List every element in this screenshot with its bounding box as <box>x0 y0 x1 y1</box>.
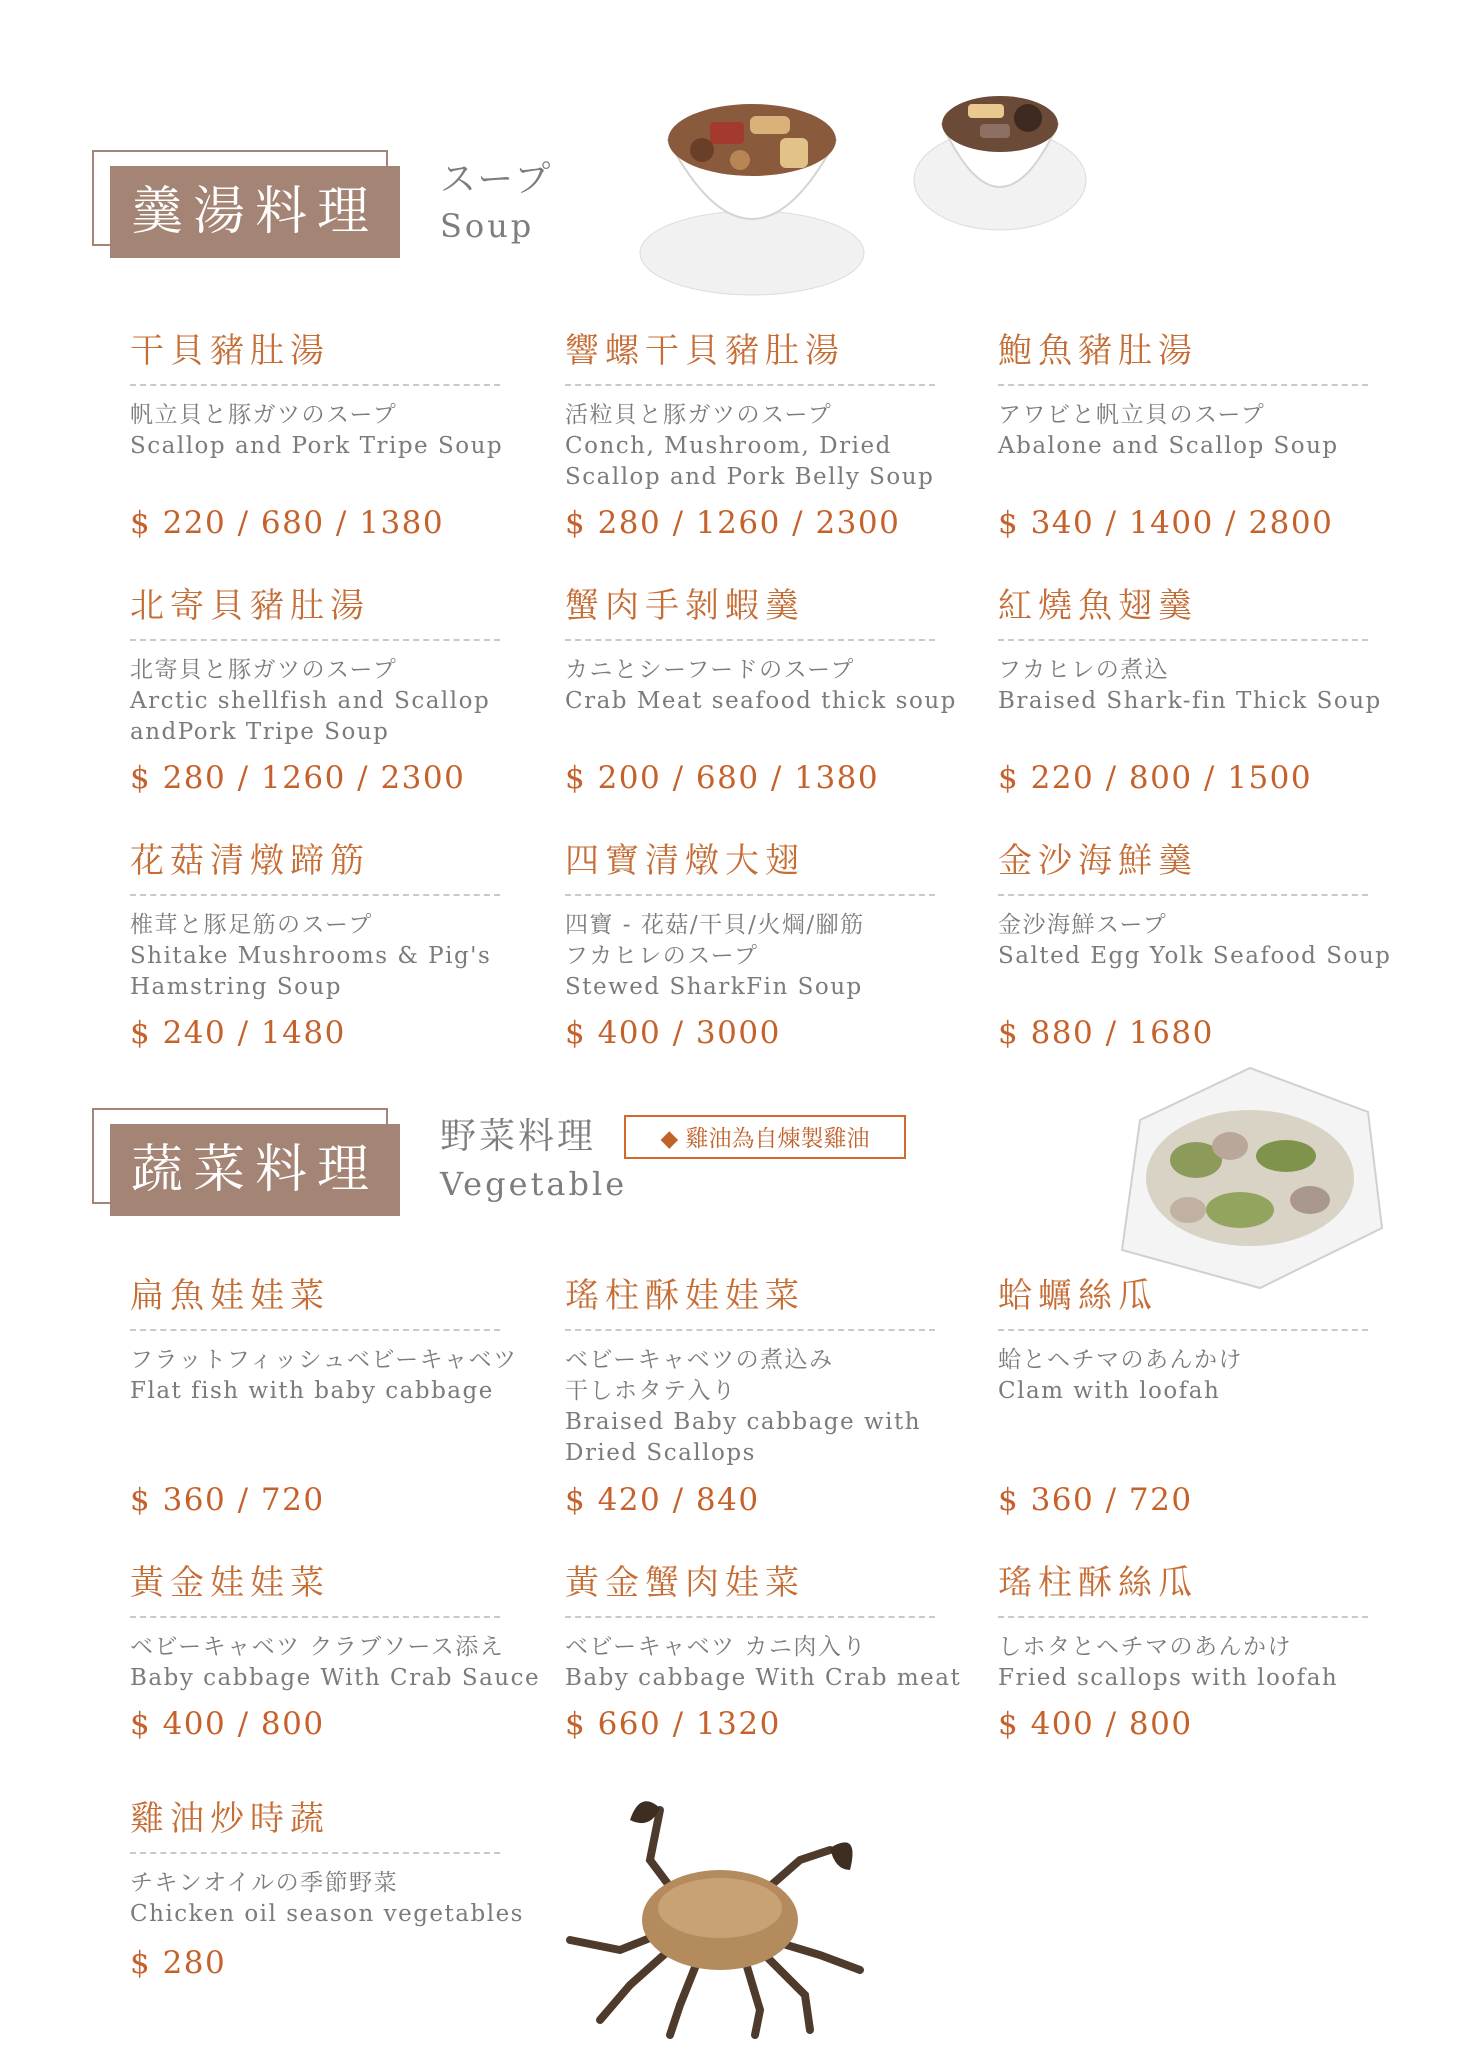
menu-item <box>565 1562 965 1694</box>
desc-line: ベビーキャベツの煮込み <box>565 1347 834 1373</box>
desc-line: Crab Meat seafood thick soup <box>565 688 957 714</box>
desc-line: ベビーキャベツ クラブソース添え <box>130 1634 505 1660</box>
desc-line: ベビーキャベツ カニ肉入り <box>565 1634 867 1660</box>
desc-line: Conch, Mushroom, Dried <box>565 433 892 459</box>
item-price: $ 220 / 800 / 1500 <box>998 760 1313 796</box>
desc-line: Abalone and Scallop Soup <box>998 433 1339 459</box>
dashed-divider <box>998 1329 1368 1331</box>
desc-line: 北寄貝と豚ガツのスープ <box>130 657 398 683</box>
item-description <box>998 1345 1398 1407</box>
menu-item <box>998 840 1398 972</box>
desc-line: アワビと帆立貝のスープ <box>998 402 1266 428</box>
desc-line: 帆立貝と豚ガツのスープ <box>130 402 398 428</box>
desc-line: Dried Scallops <box>565 1440 756 1466</box>
desc-line: フカヒレのスープ <box>565 943 759 969</box>
item-price: $ 400 / 3000 <box>565 1015 781 1051</box>
item-name: 北寄貝豬肚湯 <box>130 586 370 626</box>
menu-item <box>565 840 965 1003</box>
item-name: 蛤蠣絲瓜 <box>998 1276 1158 1316</box>
dashed-divider <box>565 639 935 641</box>
menu-item <box>998 1562 1398 1694</box>
item-price: $ 200 / 680 / 1380 <box>565 760 880 796</box>
item-price: $ 340 / 1400 / 2800 <box>998 505 1334 541</box>
soup-bowl-photo-small <box>910 80 1090 250</box>
item-price: $ 280 / 1260 / 2300 <box>130 760 466 796</box>
menu-item <box>565 585 965 717</box>
item-name: 瑤柱酥娃娃菜 <box>565 1276 805 1316</box>
desc-line: Baby cabbage With Crab meat <box>565 1665 962 1691</box>
desc-line: フカヒレの煮込 <box>998 657 1170 683</box>
item-description <box>130 1632 541 1694</box>
veg-section-heading <box>92 1108 402 1228</box>
menu-item <box>998 330 1398 462</box>
dashed-divider <box>565 1616 935 1618</box>
dashed-divider <box>998 639 1368 641</box>
item-name: 金沙海鮮羹 <box>998 841 1198 881</box>
item-description <box>130 400 530 462</box>
desc-line: Arctic shellfish and Scallop <box>130 688 491 714</box>
desc-line: andPork Tripe Soup <box>130 719 390 745</box>
menu-item <box>565 330 965 493</box>
desc-line: Braised Shark-fin Thick Soup <box>998 688 1382 714</box>
item-name: 黃金娃娃菜 <box>130 1563 330 1603</box>
item-name: 干貝豬肚湯 <box>130 331 330 371</box>
menu-item <box>130 1562 541 1694</box>
item-name: 扁魚娃娃菜 <box>130 1276 330 1316</box>
veg-subtitle-en: Vegetable <box>440 1165 628 1203</box>
menu-item <box>130 840 530 1003</box>
item-price: $ 880 / 1680 <box>998 1015 1214 1051</box>
item-name: 雞油炒時蔬 <box>130 1799 330 1839</box>
desc-line: 蛤とヘチマのあんかけ <box>998 1347 1243 1373</box>
desc-line: 活粒貝と豚ガツのスープ <box>565 402 833 428</box>
desc-line: Baby cabbage With Crab Sauce <box>130 1665 541 1691</box>
desc-line: 四寶 - 花菇/干貝/火焵/腳筋 <box>565 912 865 938</box>
item-name: 四寶清燉大翅 <box>565 841 805 881</box>
item-description <box>998 400 1398 462</box>
dashed-divider <box>565 1329 935 1331</box>
soup-subtitle-en: Soup <box>440 207 535 245</box>
item-description <box>130 1868 530 1930</box>
item-description <box>565 655 965 717</box>
item-name: 黃金蟹肉娃菜 <box>565 1563 805 1603</box>
soup-section-heading <box>92 150 402 270</box>
item-description <box>998 1632 1398 1694</box>
veg-section-title: 蔬菜料理 <box>110 1124 400 1216</box>
dashed-divider <box>130 894 500 896</box>
dashed-divider <box>130 639 500 641</box>
desc-line: Scallop and Pork Belly Soup <box>565 464 935 490</box>
item-price: $ 400 / 800 <box>130 1706 325 1742</box>
desc-line: Shitake Mushrooms & Pig's <box>130 943 492 969</box>
item-description <box>565 1632 965 1694</box>
item-name: 響螺干貝豬肚湯 <box>565 331 845 371</box>
desc-line: 金沙海鮮スープ <box>998 912 1168 938</box>
item-price: $ 220 / 680 / 1380 <box>130 505 445 541</box>
dashed-divider <box>998 894 1368 896</box>
item-name: 紅燒魚翅羹 <box>998 586 1198 626</box>
menu-item <box>130 585 530 748</box>
item-description <box>998 655 1398 717</box>
desc-line: Fried scallops with loofah <box>998 1665 1339 1691</box>
desc-line: カニとシーフードのスープ <box>565 657 855 683</box>
desc-line: Stewed SharkFin Soup <box>565 974 863 1000</box>
item-description <box>130 1345 530 1407</box>
item-name: 花菇清燉蹄筋 <box>130 841 370 881</box>
desc-line: チキンオイルの季節野菜 <box>130 1870 399 1896</box>
menu-item <box>998 585 1398 717</box>
crab-figurine-photo <box>560 1790 870 2040</box>
veg-subtitle-jp: 野菜料理 <box>440 1116 597 1157</box>
menu-item <box>565 1275 965 1469</box>
dashed-divider <box>565 384 935 386</box>
item-price: $ 240 / 1480 <box>130 1015 346 1051</box>
item-price: $ 280 / 1260 / 2300 <box>565 505 901 541</box>
desc-line: Hamstring Soup <box>130 974 342 1000</box>
dashed-divider <box>565 894 935 896</box>
item-price: $ 360 / 720 <box>130 1482 325 1518</box>
desc-line: 椎茸と豚足筋のスープ <box>130 912 373 938</box>
dashed-divider <box>130 1852 500 1854</box>
chicken-oil-note-badge: ◆ 雞油為自煉製雞油 <box>624 1115 906 1159</box>
item-price: $ 280 <box>130 1945 227 1981</box>
soup-subtitle-jp: スープ <box>440 159 554 200</box>
item-price: $ 360 / 720 <box>998 1482 1193 1518</box>
item-price: $ 400 / 800 <box>998 1706 1193 1742</box>
dashed-divider <box>998 1616 1368 1618</box>
menu-item <box>130 330 530 462</box>
dashed-divider <box>130 1329 500 1331</box>
item-description <box>998 910 1398 972</box>
desc-line: Clam with loofah <box>998 1378 1221 1404</box>
item-price: $ 660 / 1320 <box>565 1706 781 1742</box>
menu-item <box>130 1275 530 1407</box>
item-description <box>565 400 965 493</box>
item-price: $ 420 / 840 <box>565 1482 760 1518</box>
menu-item <box>130 1798 530 1930</box>
dashed-divider <box>130 384 500 386</box>
menu-item <box>998 1275 1398 1407</box>
item-description <box>565 910 965 1003</box>
dashed-divider <box>998 384 1368 386</box>
desc-line: Flat fish with baby cabbage <box>130 1378 494 1404</box>
desc-line: Braised Baby cabbage with <box>565 1409 922 1435</box>
item-name: 瑤柱酥絲瓜 <box>998 1563 1198 1603</box>
dashed-divider <box>130 1616 500 1618</box>
clam-loofah-dish-photo <box>1100 1060 1390 1300</box>
soup-bowl-photo-large <box>630 88 870 303</box>
desc-line: 干しホタテ入り <box>565 1378 737 1404</box>
desc-line: Salted Egg Yolk Seafood Soup <box>998 943 1392 969</box>
item-description <box>130 910 530 1003</box>
soup-section-title: 羹湯料理 <box>110 166 400 258</box>
desc-line: Chicken oil season vegetables <box>130 1901 524 1927</box>
item-description <box>130 655 530 748</box>
item-description <box>565 1345 965 1469</box>
item-name: 蟹肉手剝蝦羹 <box>565 586 805 626</box>
desc-line: Scallop and Pork Tripe Soup <box>130 433 504 459</box>
item-name: 鮑魚豬肚湯 <box>998 331 1198 371</box>
desc-line: フラットフィッシュベビーキャベツ <box>130 1347 518 1373</box>
desc-line: しホタとヘチマのあんかけ <box>998 1634 1292 1660</box>
